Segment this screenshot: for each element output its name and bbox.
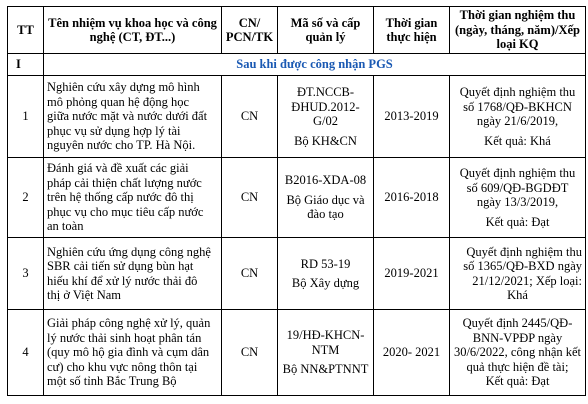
code-agency: ĐT.NCCB- ĐHUD.2012- G/02 Bộ KH&CN (278, 76, 374, 158)
row-number: 2 (8, 158, 44, 238)
table-row (8, 310, 586, 396)
table-row (8, 238, 586, 310)
header-tt: TT (8, 7, 44, 54)
research-tasks-table (7, 6, 586, 396)
header-role: CN/ PCN/TK (222, 7, 278, 54)
code-agency: 19/HĐ-KHCN- NTM Bộ NN&PTNNT (278, 310, 374, 396)
task-name: Nghiên cứu ứng dụng công nghệ SBR cải tiến sử dụng bùn hạt hiếu khí để xử lý nước thải đô thị ở Việt Nam (44, 238, 222, 310)
acceptance: Quyết định nghiệm thu số 609/QĐ-BGDĐT ngày 13/3/2019, Kết quả: Đạt (450, 158, 586, 238)
table-row (8, 158, 586, 238)
period: 2016-2018 (374, 158, 450, 238)
section-number: I (8, 54, 44, 76)
acceptance: Quyết định 2445/QĐ- BNN-VPĐP ngày 30/6/2022, công nhận kết quả thực hiện đề tài; Kết quả: Đạt (450, 310, 586, 396)
code-agency: RD 53-19 Bộ Xây dựng (278, 238, 374, 310)
period: 2019-2021 (374, 238, 450, 310)
task-name: Nghiên cứu xây dựng mô hình mô phỏng quan hệ động học giữa nước mặt và nước dưới đất phục vụ sử dụng hợp lý tài nguyên nước cho TP. Hà Nội. (44, 76, 222, 158)
task-name: Đánh giá và đề xuất các giải pháp cải thiện chất lượng nước trên hệ thống cấp nước đô thị phục vụ cho mục tiêu cấp nước an toàn (44, 158, 222, 238)
code-agency: B2016-XDA-08 Bộ Giáo dục và đào tạo (278, 158, 374, 238)
row-number: 1 (8, 76, 44, 158)
header-period: Thời gian thực hiện (374, 7, 450, 54)
header-row (8, 7, 586, 54)
period: 2020- 2021 (374, 310, 450, 396)
header-code: Mã số và cấp quản lý (278, 7, 374, 54)
header-task: Tên nhiệm vụ khoa học và công nghệ (CT, ĐT...) (44, 7, 222, 54)
role: CN (222, 158, 278, 238)
role: CN (222, 310, 278, 396)
row-number: 3 (8, 238, 44, 310)
acceptance: Quyết định nghiệm thu số 1768/QĐ-BKHCN ngày 21/6/2019, Kết quả: Khá (450, 76, 586, 158)
row-number: 4 (8, 310, 44, 396)
table-row (8, 76, 586, 158)
section-row (8, 54, 586, 76)
task-name: Giải pháp công nghệ xử lý, quản lý nước thải sinh hoạt phân tán (quy mô hộ gia đình và cụm dân cư) cho khu vực nông thôn tại một số tỉnh Bắc Trung Bộ (44, 310, 222, 396)
period: 2013-2019 (374, 76, 450, 158)
role: CN (222, 238, 278, 310)
acceptance: Quyết định nghiệm thu số 1365/QĐ-BXD ngày 21/12/2021; Xếp loại: Khá (450, 238, 586, 310)
role: CN (222, 76, 278, 158)
section-title: Sau khi được công nhận PGS (44, 54, 586, 76)
header-acceptance: Thời gian nghiệm thu (ngày, tháng, năm)/Xếp loại KQ (450, 7, 586, 54)
